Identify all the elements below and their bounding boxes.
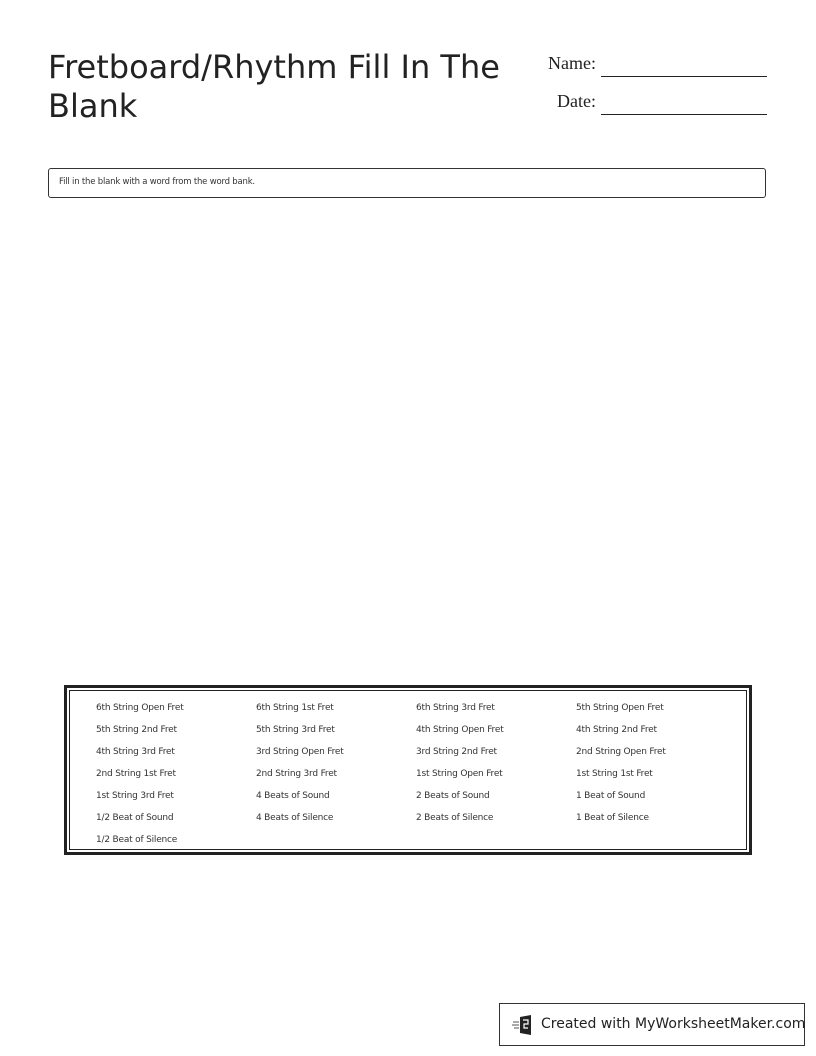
word-bank-item: 1st String Open Fret xyxy=(416,769,503,779)
word-bank-item: 5th String Open Fret xyxy=(576,703,664,713)
page-title: Fretboard/Rhythm Fill In The Blank xyxy=(48,48,500,125)
word-bank-grid xyxy=(96,700,736,854)
word-bank-item: 1st String 1st Fret xyxy=(576,769,653,779)
word-bank-item: 4th String Open Fret xyxy=(416,725,504,735)
name-field-line[interactable] xyxy=(601,76,767,77)
word-bank-item: 6th String 1st Fret xyxy=(256,703,334,713)
word-bank-item: 2 Beats of Silence xyxy=(416,813,494,823)
word-bank-item: 1/2 Beat of Silence xyxy=(96,835,178,845)
word-bank-item: 2 Beats of Sound xyxy=(416,791,490,801)
word-bank-item: 2nd String Open Fret xyxy=(576,747,666,757)
instructions-box xyxy=(48,168,766,198)
instructions-text: Fill in the blank with a word from the word bank. xyxy=(59,177,255,187)
word-bank-item: 1st String 3rd Fret xyxy=(96,791,174,801)
name-label: Name: xyxy=(548,53,596,73)
word-bank-item: 6th String Open Fret xyxy=(96,703,184,713)
date-label-wrap xyxy=(540,91,596,113)
word-bank-item: 2nd String 1st Fret xyxy=(96,769,176,779)
word-bank-item: 1/2 Beat of Sound xyxy=(96,813,174,823)
footer-credit[interactable] xyxy=(499,1003,805,1046)
word-bank xyxy=(64,685,752,855)
word-bank-item: 6th String 3rd Fret xyxy=(416,703,495,713)
word-bank-item: 5th String 2nd Fret xyxy=(96,725,177,735)
word-bank-inner-border xyxy=(69,690,747,850)
word-bank-item: 4 Beats of Silence xyxy=(256,813,334,823)
word-bank-item: 2nd String 3rd Fret xyxy=(256,769,337,779)
word-bank-item: 1 Beat of Sound xyxy=(576,791,646,801)
word-bank-item: 4th String 2nd Fret xyxy=(576,725,657,735)
word-bank-item: 4 Beats of Sound xyxy=(256,791,330,801)
word-bank-item: 5th String 3rd Fret xyxy=(256,725,335,735)
word-bank-item: 3rd String 2nd Fret xyxy=(416,747,497,757)
word-bank-item: 1 Beat of Silence xyxy=(576,813,649,823)
name-label-wrap xyxy=(540,53,596,75)
date-field-line[interactable] xyxy=(601,114,767,115)
worksheet-maker-logo-icon xyxy=(512,1015,534,1035)
footer-text: Created with MyWorksheetMaker.com xyxy=(541,1016,806,1032)
date-label: Date: xyxy=(557,91,596,111)
word-bank-item: 3rd String Open Fret xyxy=(256,747,344,757)
word-bank-item: 4th String 3rd Fret xyxy=(96,747,175,757)
